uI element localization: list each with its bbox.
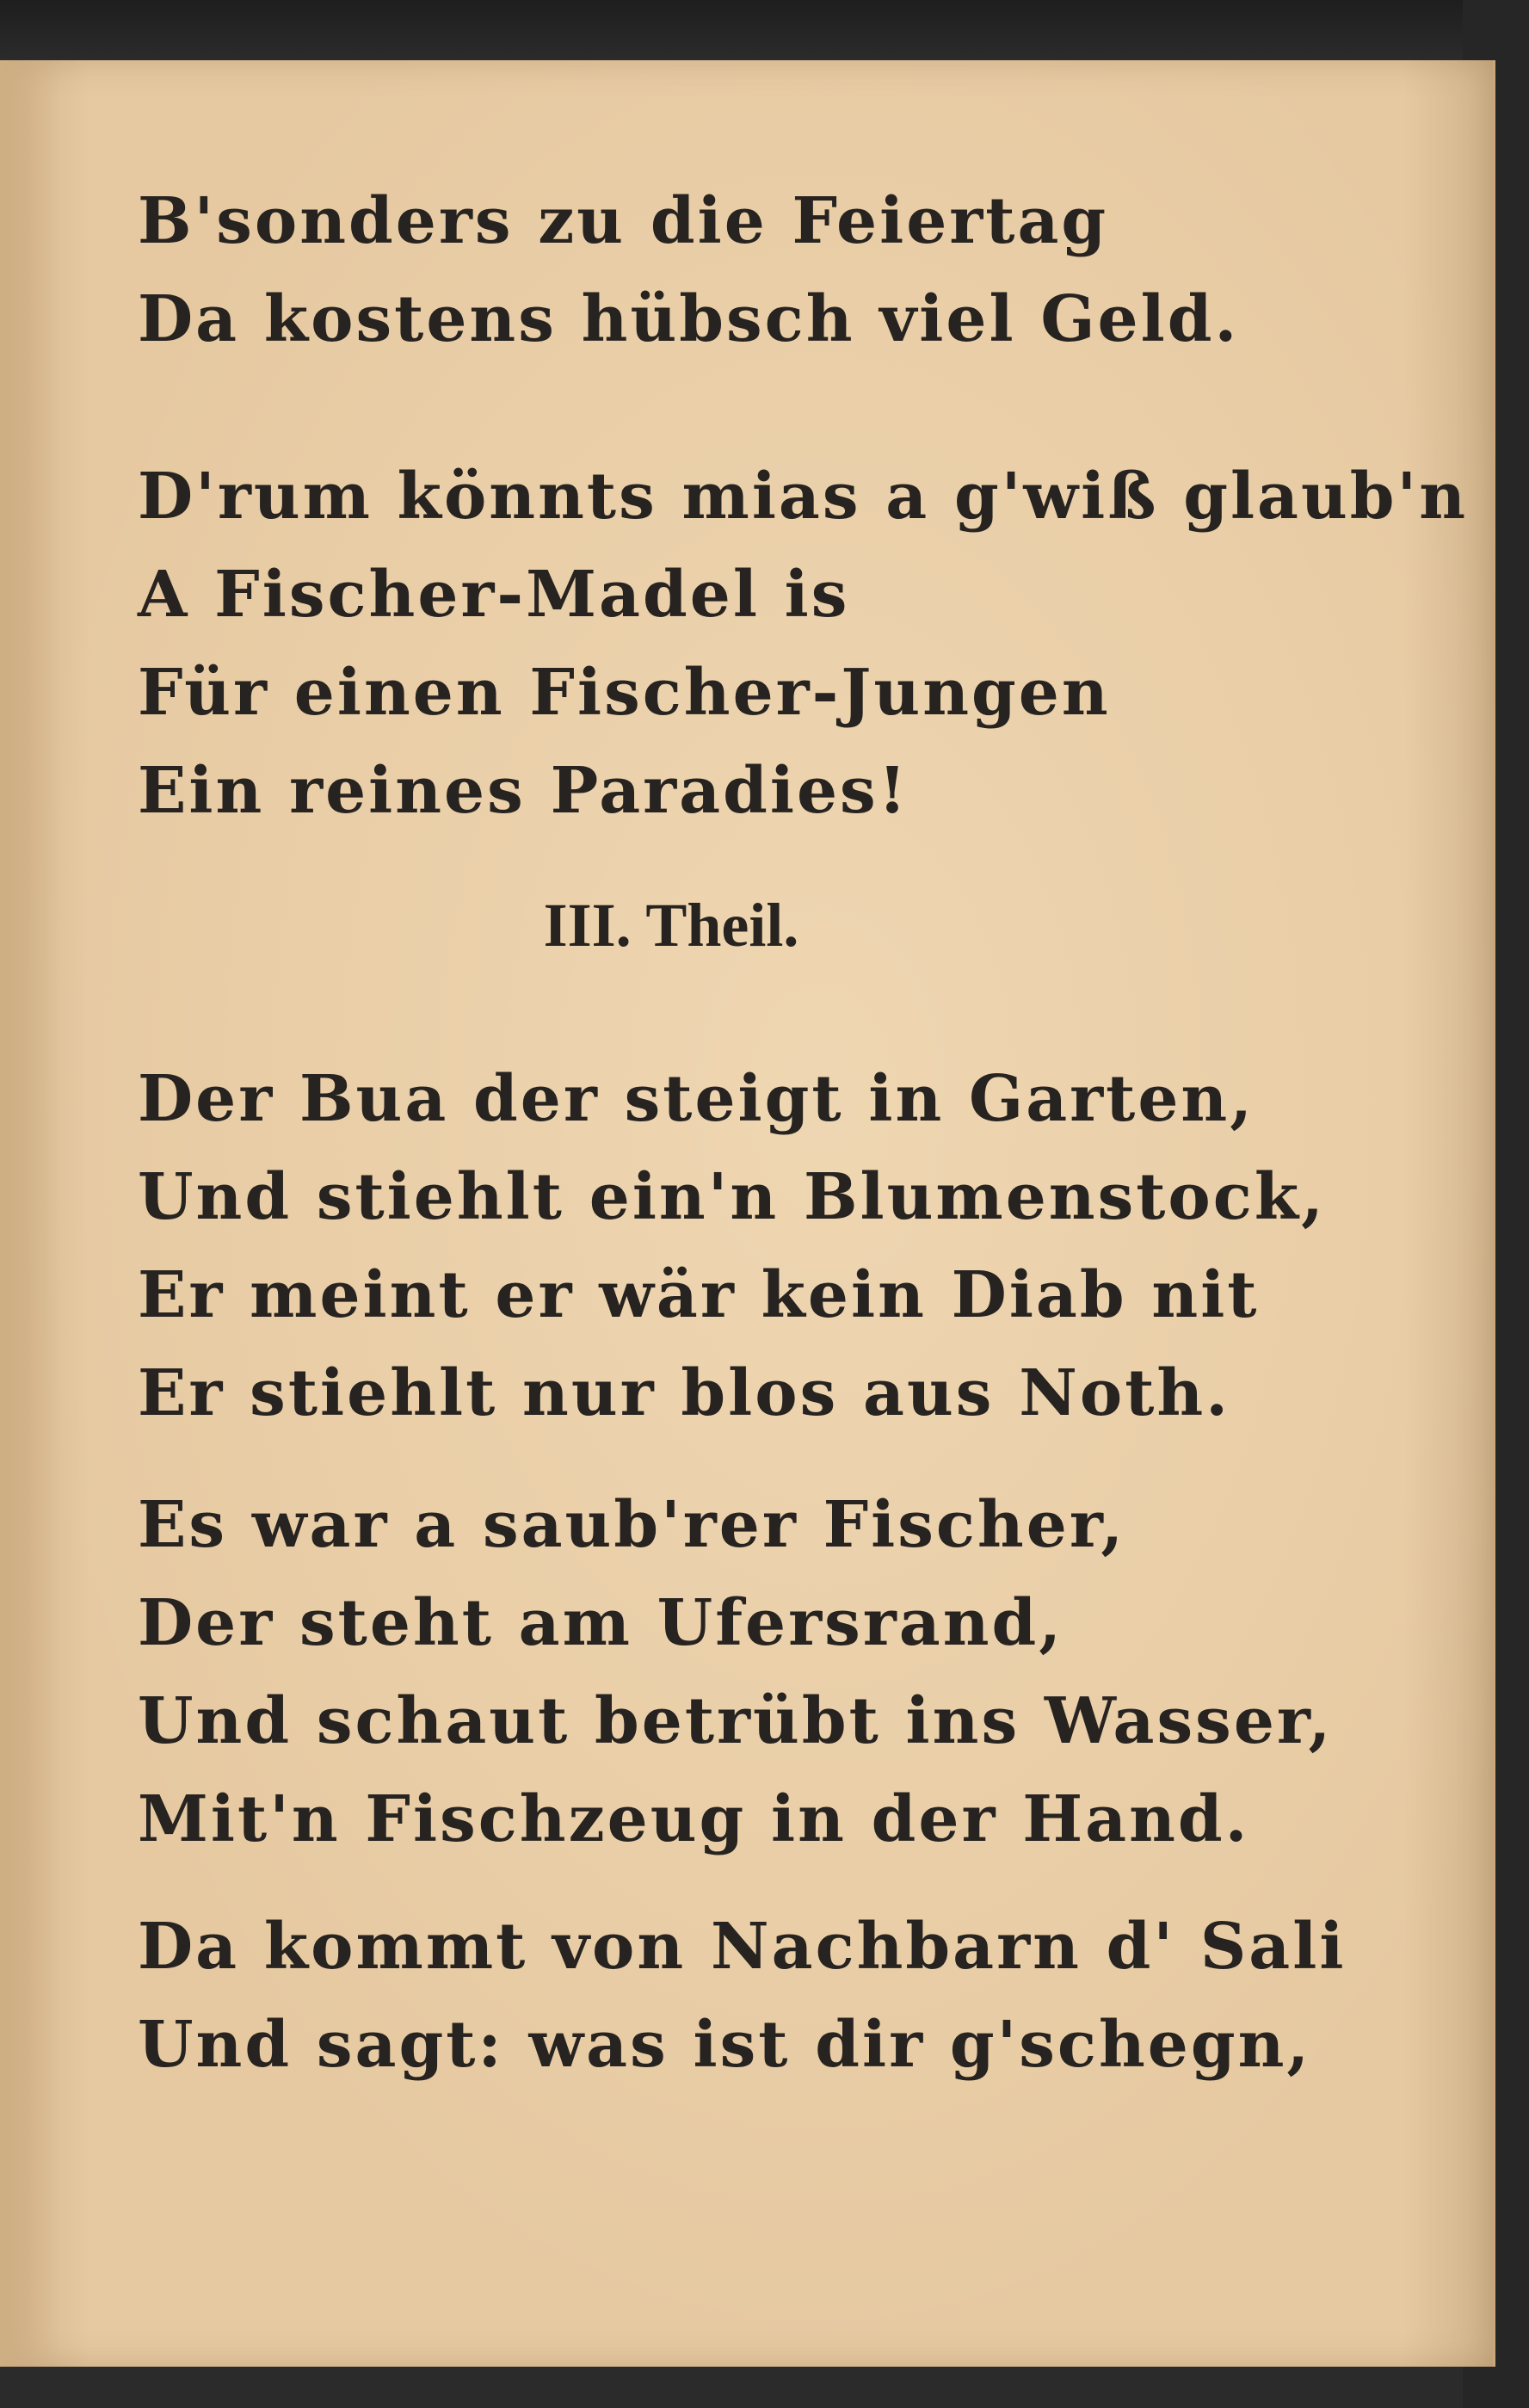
page-gutter: [0, 60, 60, 2367]
stanza-2: [138, 448, 1468, 840]
poem-line: Es war a saub'rer Fischer,: [138, 1488, 1126, 1562]
stanza-1: [138, 172, 1239, 368]
poem-line: Der Bua der steigt in Garten,: [138, 1062, 1255, 1136]
poem-line: Und stiehlt ein'n Blumenstock,: [138, 1160, 1326, 1234]
poem-line: Mit'n Fischzeug in der Hand.: [138, 1782, 1250, 1856]
poem-line: Er meint er wär kein Diab nit: [138, 1258, 1260, 1332]
poem-line: Ein reines Paradies!: [138, 754, 909, 828]
poem-line: Da kostens hübsch viel Geld.: [138, 282, 1240, 356]
poem-line: Und schaut betrübt ins Wasser,: [138, 1684, 1334, 1758]
section-heading: III. Theil.: [543, 891, 799, 960]
stanza-4: [138, 1476, 1333, 1868]
poem-line: Da kommt von Nachbarn d' Sali: [138, 1910, 1347, 1984]
scan-background-top: [0, 0, 1529, 69]
poem-line: A Fischer-Madel is: [138, 558, 850, 632]
poem-line: B'sonders zu die Feiertag: [138, 184, 1109, 258]
stanza-3: [138, 1050, 1326, 1442]
stanza-5: [138, 1898, 1346, 2094]
poem-line: Und sagt: was ist dir g'schegn,: [138, 2008, 1312, 2082]
poem-line: D'rum könnts mias a g'wiß glaub'n: [138, 460, 1469, 534]
poem-line: Für einen Fischer-Jungen: [138, 656, 1111, 730]
poem-line: Er stiehlt nur blos aus Noth.: [138, 1356, 1230, 1430]
poem-line: Der steht am Ufersrand,: [138, 1586, 1064, 1660]
